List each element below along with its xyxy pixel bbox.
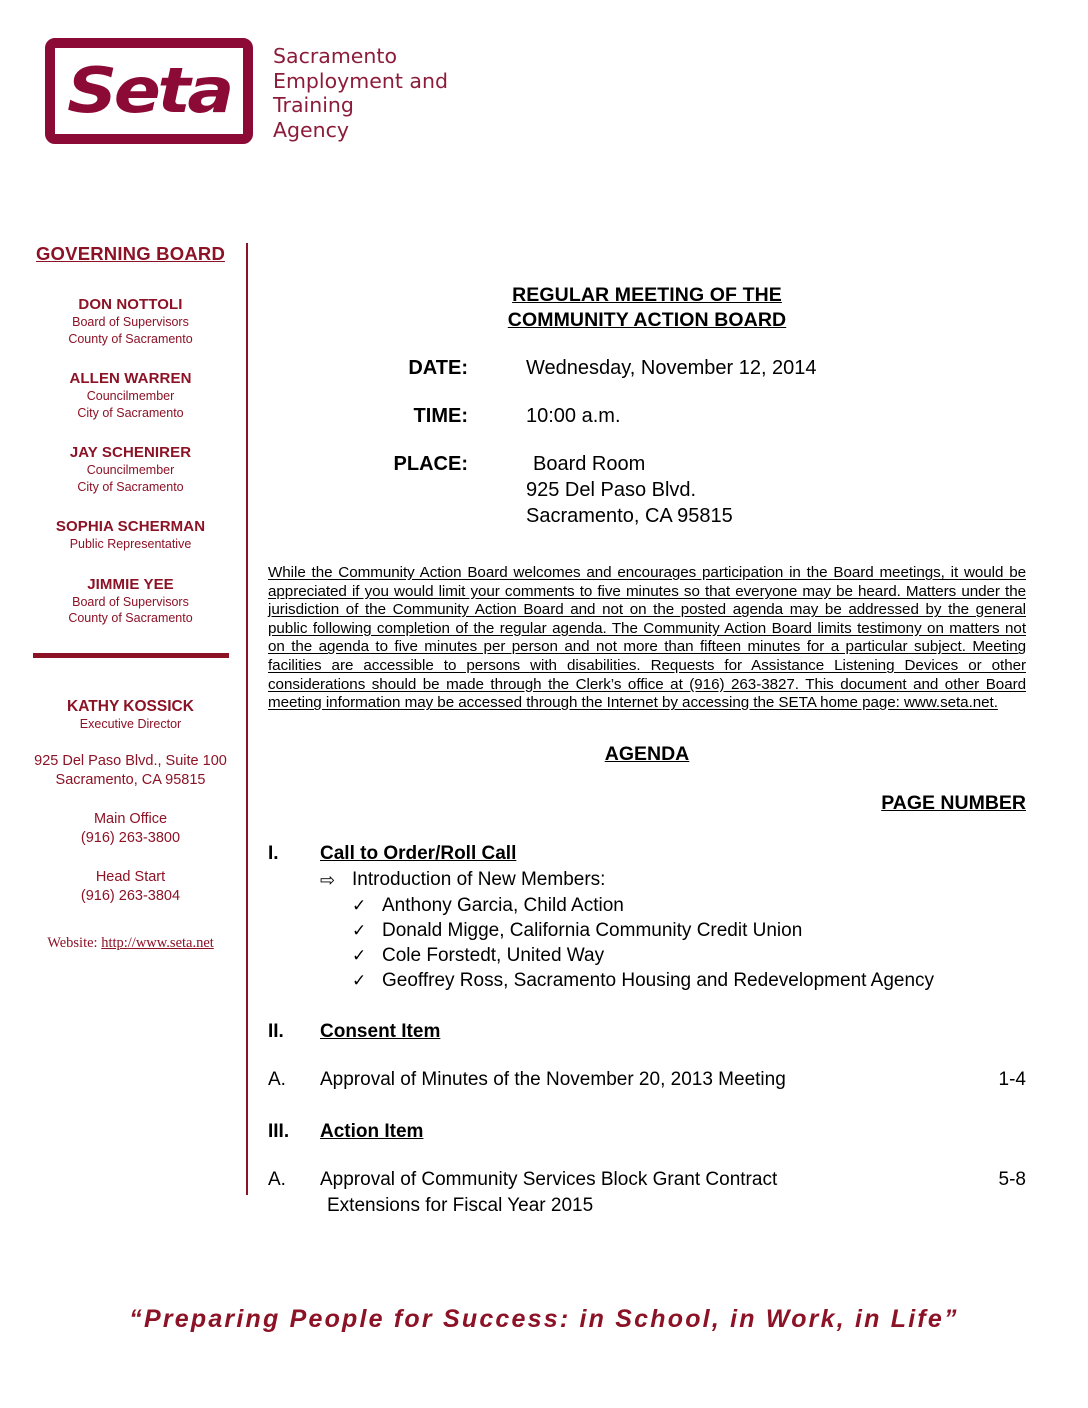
agency-address	[28, 752, 233, 790]
board-member-name: JAY SCHENIRER	[69, 444, 192, 461]
executive-director-block	[28, 697, 233, 733]
board-member	[28, 295, 233, 347]
page-number-heading	[268, 792, 1026, 815]
list-item	[352, 918, 1026, 943]
introduction-of-new-members-text: Introduction of New Members:	[352, 868, 606, 890]
section-three-title: Action Item	[320, 1120, 424, 1142]
right-arrow-icon: ⇨	[320, 869, 336, 890]
website-line	[28, 934, 233, 953]
board-member	[28, 517, 233, 553]
action-item-a-text-line-1: Approval of Community Services Block Grant Contract	[320, 1168, 778, 1190]
section-one-title: Call to Order/Roll Call	[320, 842, 517, 864]
action-item-a-text-line-2: Extensions for Fiscal Year 2015	[327, 1194, 594, 1216]
place-line-3: Sacramento, CA 95815	[526, 505, 733, 527]
introduction-of-new-members-line	[268, 867, 1026, 893]
section-one-numeral: I.	[268, 842, 279, 864]
section-three-numeral: III.	[268, 1120, 290, 1142]
meeting-date-row	[268, 355, 1026, 381]
new-member-name: Cole Forstedt, United Way	[382, 944, 605, 966]
seta-logo-block	[45, 36, 465, 151]
action-item-a-letter: A.	[268, 1168, 286, 1190]
board-member-name: DON NOTTOLI	[78, 296, 183, 313]
vertical-divider-rule	[246, 243, 248, 1195]
public-participation-notice: While the Community Action Board welcomes and encourages participation in the Board meetings, it would be appreciated if you would limit your comments to five minutes so that everyone may be heard. Matters under the jurisdiction of the Community Action Board and not on the posted agenda may be addressed by the general public following completion of the regular agenda. The Community Action Board limits testimony on matters not on the agenda to five minutes per person and not more than fifteen minutes for a particular subject. Meeting facilities are accessible to persons with disabilities. Requests for Assistance Listening Devices or other considerations should be made through the Clerk’s office at (916) 263-3827. This document and other Board meeting information may be accessed through the Internet by accessing the SETA home page: www.seta.net.	[268, 564, 1026, 712]
action-item-a	[268, 1167, 1026, 1219]
head-start-phone: (916) 263-3804	[80, 887, 181, 904]
place-label: PLACE:	[393, 453, 468, 475]
meeting-title	[268, 283, 1026, 333]
meeting-title-line-1: REGULAR MEETING OF THE	[512, 284, 782, 306]
date-label: DATE:	[408, 357, 468, 379]
consent-item-a-pages: 1-4	[998, 1068, 1026, 1090]
board-member-role-line-1: Councilmember	[86, 463, 175, 477]
agency-name-line-4: Agency	[273, 117, 350, 142]
action-item-a-text	[320, 1167, 936, 1219]
agenda-heading-text: AGENDA	[604, 742, 690, 765]
board-member-name: ALLEN WARREN	[69, 370, 192, 387]
head-start-label: Head Start	[95, 868, 166, 885]
meeting-place-row	[268, 451, 1026, 529]
agenda-section-three	[268, 1119, 1026, 1144]
main-office-contact	[28, 810, 233, 848]
seta-logo-mark	[45, 38, 253, 144]
board-member-name: SOPHIA SCHERMAN	[55, 518, 206, 535]
list-item	[352, 943, 1026, 968]
new-member-name: Donald Migge, California Community Credit Union	[382, 919, 803, 941]
board-member-role-line-2: County of Sacramento	[68, 331, 193, 346]
footer-tagline: “Preparing People for Success: in School, in Work, in Life”	[129, 1305, 959, 1333]
check-icon: ✓	[352, 920, 367, 940]
action-item-a-pages: 5-8	[998, 1168, 1026, 1190]
check-icon: ✓	[352, 970, 367, 990]
meeting-title-line-2: COMMUNITY ACTION BOARD	[507, 309, 787, 331]
address-line-1: 925 Del Paso Blvd., Suite 100	[34, 752, 227, 769]
agency-name-line-1: Sacramento	[273, 44, 397, 68]
board-member	[28, 369, 233, 421]
agency-name	[273, 44, 473, 142]
section-two-numeral: II.	[268, 1020, 284, 1042]
consent-item-a-text: Approval of Minutes of the November 20, 2013 Meeting	[320, 1068, 786, 1090]
agency-name-line-3: Training	[273, 93, 354, 117]
board-member-role-line-1: Public Representative	[69, 537, 192, 551]
consent-item-a-letter: A.	[268, 1068, 286, 1090]
board-member-role-line-2: City of Sacramento	[77, 405, 184, 420]
board-member	[28, 575, 233, 627]
consent-item-a	[268, 1067, 1026, 1093]
head-start-contact	[28, 868, 233, 906]
agenda-section-one	[268, 841, 1026, 866]
board-member-name: JIMMIE YEE	[87, 575, 174, 593]
meeting-time-row	[268, 403, 1026, 429]
board-member-role-line-2: City of Sacramento	[77, 479, 184, 494]
date-value: Wednesday, November 12, 2014	[526, 357, 817, 379]
place-value	[468, 451, 733, 529]
board-member-role-line-1: Councilmember	[86, 389, 175, 403]
address-line-2: Sacramento, CA 95815	[55, 771, 206, 788]
board-member-role-line-1: Board of Supervisors	[72, 315, 189, 329]
board-member	[28, 443, 233, 495]
main-office-phone: (916) 263-3800	[80, 829, 181, 846]
new-member-name: Anthony Garcia, Child Action	[382, 894, 624, 916]
agenda-heading	[268, 743, 1026, 766]
website-label: Website:	[47, 934, 98, 951]
new-member-name: Geoffrey Ross, Sacramento Housing and Redevelopment Agency	[382, 969, 935, 991]
website-link[interactable]: http://www.seta.net	[101, 934, 214, 951]
seta-wordmark: Seta	[67, 54, 231, 127]
governing-board-heading: GOVERNING BOARD	[35, 243, 226, 264]
list-item	[352, 968, 1026, 993]
board-member-role-line-1: Board of Supervisors	[72, 594, 189, 609]
check-icon: ✓	[352, 895, 367, 915]
page-number-heading-text: PAGE NUMBER	[881, 791, 1026, 814]
board-member-role-line-2: County of Sacramento	[68, 611, 193, 625]
place-line-2: 925 Del Paso Blvd.	[526, 479, 697, 501]
sidebar-divider-bar	[33, 653, 229, 658]
sidebar	[28, 243, 233, 953]
agency-name-line-2: Employment and	[273, 68, 449, 93]
main-office-label: Main Office	[93, 810, 168, 827]
new-members-list	[268, 893, 1026, 993]
executive-director-name: KATHY KOSSICK	[67, 697, 194, 715]
check-icon: ✓	[352, 945, 367, 965]
list-item	[352, 893, 1026, 918]
time-value: 10:00 a.m.	[526, 405, 621, 427]
main-content	[268, 283, 1026, 1219]
section-two-title: Consent Item	[320, 1020, 441, 1042]
place-line-1: Board Room	[533, 453, 646, 475]
time-label: TIME:	[413, 405, 468, 427]
agenda-section-two	[268, 1019, 1026, 1044]
executive-director-title: Executive Director	[79, 716, 182, 731]
